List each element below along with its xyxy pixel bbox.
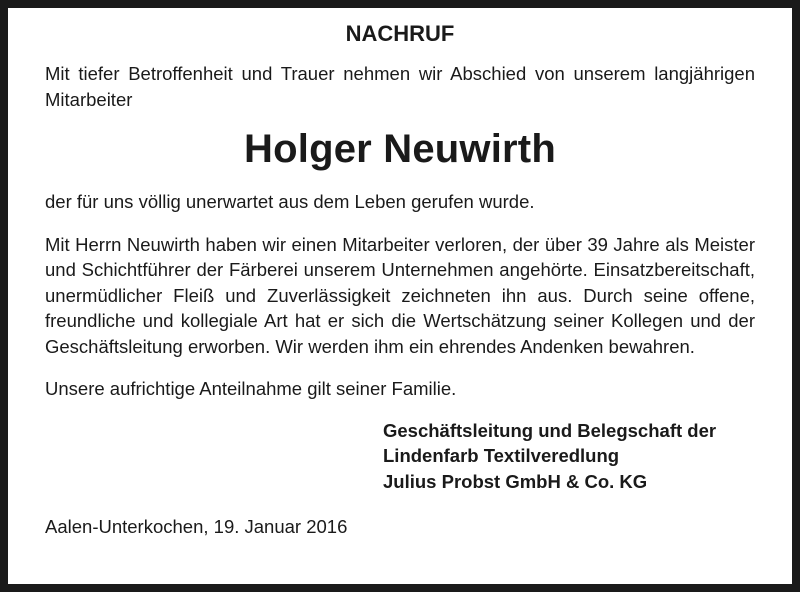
condolence-text: Unsere aufrichtige Anteilnahme gilt seiner Familie. (45, 378, 457, 399)
signature-line: Julius Probst GmbH & Co. KG (383, 470, 648, 492)
intro-text-content: Mit tiefer Betroffenheit und Trauer nehmen wir Abschied von unserem langjährigen Mitarbeiter (45, 63, 755, 110)
place-date: Aalen-Unterkochen, 19. Januar 2016 (45, 516, 348, 537)
body-text: Mit Herrn Neuwirth haben wir einen Mitarbeiter verloren, der über 39 Jahre als Meister und Schichtführer der Färberei unserem Unternehmen angehörte. Einsatzbereitschaft, unermüdlicher Fleiß und Zuverlässigkeit zeichneten ihn aus. Durch seine offene, freundliche und kollegiale Art hat er sich die Wertschätzung seiner Kollegen und der Geschäftsleitung erworben. Wir werden ihm ein ehrendes Andenken bewahren. (45, 233, 755, 357)
intro-text (45, 61, 755, 112)
signature-line: Geschäftsleitung und Belegschaft der (383, 419, 717, 441)
spacer (45, 215, 755, 232)
spacer (45, 359, 755, 376)
signature-block (383, 418, 755, 495)
signature-line: Lindenfarb Textilveredlung (383, 445, 620, 466)
subline-text: der für uns völlig unerwartet aus dem Leben gerufen wurde. (45, 191, 535, 212)
notice-heading: NACHRUF (345, 21, 455, 46)
obituary-notice (45, 20, 755, 540)
deceased-name: Holger Neuwirth (244, 127, 556, 171)
